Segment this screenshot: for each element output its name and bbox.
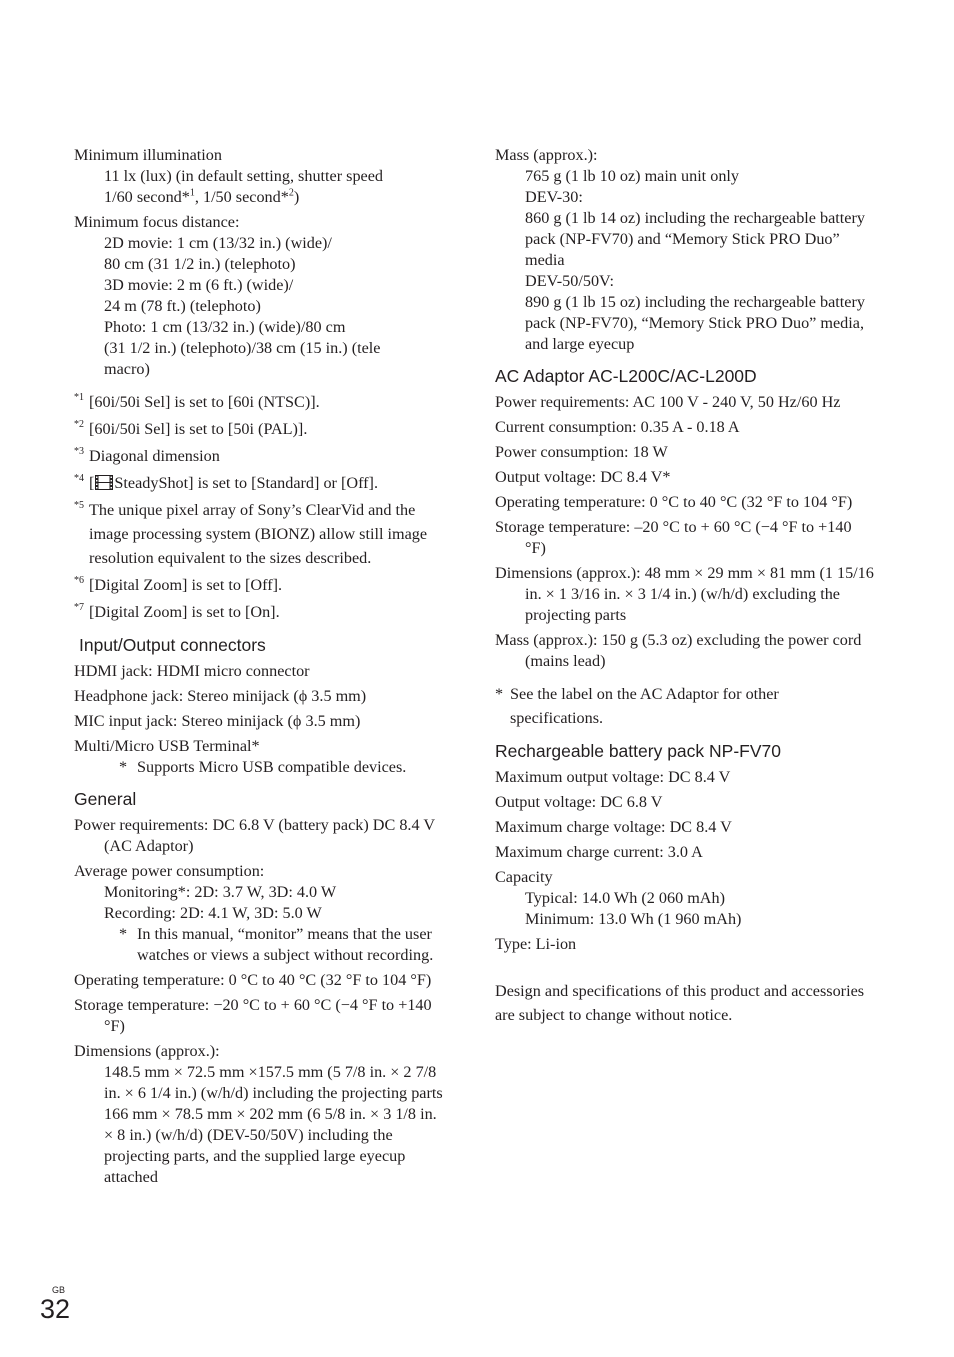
min-focus-distance [74,212,446,380]
mass: Mass (approx.): 765 g (1 lb 10 oz) main unit only DEV-30: 860 g (1 lb 14 oz) including the rechargeable battery pack (NP-FV70) and “Memory Stick PRO Duo” media DEV-50/50V: 890 g (1 lb 15 oz) including the rechargeable battery pack (NP-FV70), “Memory Stick PRO Duo” media, and large eyecup [495,146,865,353]
section-heading-ac-adaptor: AC Adaptor AC-L200C/AC-L200D [495,366,757,386]
battery-item: Maximum charge voltage: DC 8.4 V [495,818,732,836]
ac-item: Power requirements: AC 100 V - 240 V, 50 Hz/60 Hz [495,393,841,411]
page-number: 32 [40,1294,71,1324]
gen-storage-temp: Storage temperature: −20 °C to + 60 °C (−4 °F to +140 °F) [74,996,432,1035]
io-mic: MIC input jack: Stereo minijack (ϕ 3.5 mm) [74,712,361,730]
ac-note: * See the label on the AC Adaptor for other specifications. [495,685,779,727]
io-usb-note: * Supports Micro USB compatible devices. [119,758,407,776]
footnote: *7 [Digital Zoom] is set to [On]. [74,602,280,621]
gen-avg-note: * In this manual, “monitor” means that the user watches or views a subject without recording. [119,925,434,964]
min-illumination-value: 11 lx (lux) (in default setting, shutter speed 1/60 second*$^1$, 1/50 second*$^2$) [104,167,384,206]
film-strip-icon [95,475,113,490]
min-illumination [74,145,446,208]
ac-item: Storage temperature: –20 °C to + 60 °C (−4 °F to +140 °F) [495,518,852,557]
footnote: *6 [Digital Zoom] is set to [Off]. [74,575,283,594]
left-column [74,145,446,1192]
ac-item: Operating temperature: 0 °C to 40 °C (32 °F to 104 °F) [495,493,853,511]
min-illumination-label: Minimum illumination [74,146,222,164]
gen-op-temp: Operating temperature: 0 °C to 40 °C (32 °F to 104 °F) [74,971,432,989]
io-usb: Multi/Micro USB Terminal* * Supports Micro USB compatible devices. [74,736,446,778]
min-focus-label: Minimum focus distance: [74,213,240,231]
battery-type: Type: Li-ion [495,935,577,953]
footnote: *3 Diagonal dimension [74,446,220,465]
gen-avg-power: Average power consumption: Monitoring*: 2D: 3.7 W, 3D: 4.0 W Recording: 2D: 4.1 W, 3D: 5.0 W * In this manual, “monitor” means that the user watches or views a subject without recording. [74,861,446,966]
footnote: *5 The unique pixel array of Sony’s ClearVid and the image processing system (BIONZ) allow still image resolution equivalent to the sizes described. [74,500,428,567]
ac-item: Output voltage: DC 8.4 V* [495,468,671,486]
footer-language: GB [52,1285,66,1295]
right-column [495,145,875,1031]
ac-item: Mass (approx.): 150 g (5.3 oz) excluding the power cord (mains lead) [495,631,862,670]
gen-power-req: Power requirements: DC 6.8 V (battery pack) DC 8.4 V (AC Adaptor) [74,816,435,855]
footnote: *1 [60i/50i Sel] is set to [60i (NTSC)]. [74,392,320,411]
min-focus-values: 2D movie: 1 cm (13/32 in.) (wide)/ 80 cm (31 1/2 in.) (telephoto) 3D movie: 2 m (6 ft.) (wide)/ 24 m (78 ft.) (telephoto) Photo: 1 cm (13/32 in.) (wide)/80 cm (31 1/2 in.) (telephoto)/38 cm (15 in.) (tele macro) [104,234,381,378]
ac-item: Power consumption: 18 W [495,443,668,461]
section-heading-general: General [74,789,137,809]
section-heading-battery: Rechargeable battery pack NP-FV70 [495,741,781,761]
io-headphone: Headphone jack: Stereo minijack (ϕ 3.5 mm) [74,687,367,705]
footnote: *4 [ SteadyShot] is set to [Standard] or [Off]. [74,473,378,492]
battery-item: Output voltage: DC 6.8 V [495,793,663,811]
section-heading-io: Input/Output connectors [79,635,266,655]
battery-capacity: Capacity Typical: 14.0 Wh (2 060 mAh) Minimum: 13.0 Wh (1 960 mAh) [495,868,742,928]
closing-notice: Design and specifications of this product and accessories are subject to change without notice. [495,982,865,1024]
footnote: *2 [60i/50i Sel] is set to [50i (PAL)]. [74,419,308,438]
ac-item: Current consumption: 0.35 A - 0.18 A [495,418,740,436]
gen-dimensions: Dimensions (approx.): 148.5 mm × 72.5 mm ×157.5 mm (5 7/8 in. × 2 7/8 in. × 6 1/4 in.) (w/h/d) including the projecting parts 166 mm × 78.5 mm × 202 mm (6 5/8 in. × 3 1/8 in. × 8 in.) (w/h/d) (DEV-50/50V) including the projecting parts, and the supplied large eyecup attached [74,1042,443,1186]
io-hdmi: HDMI jack: HDMI micro connector [74,662,310,680]
battery-item: Maximum output voltage: DC 8.4 V [495,768,731,786]
battery-item: Maximum charge current: 3.0 A [495,843,703,861]
ac-item: Dimensions (approx.): 48 mm × 29 mm × 81 mm (1 15/16 in. × 1 3/16 in. × 3 1/4 in.) (w/h/d) excluding the projecting parts [495,564,874,624]
